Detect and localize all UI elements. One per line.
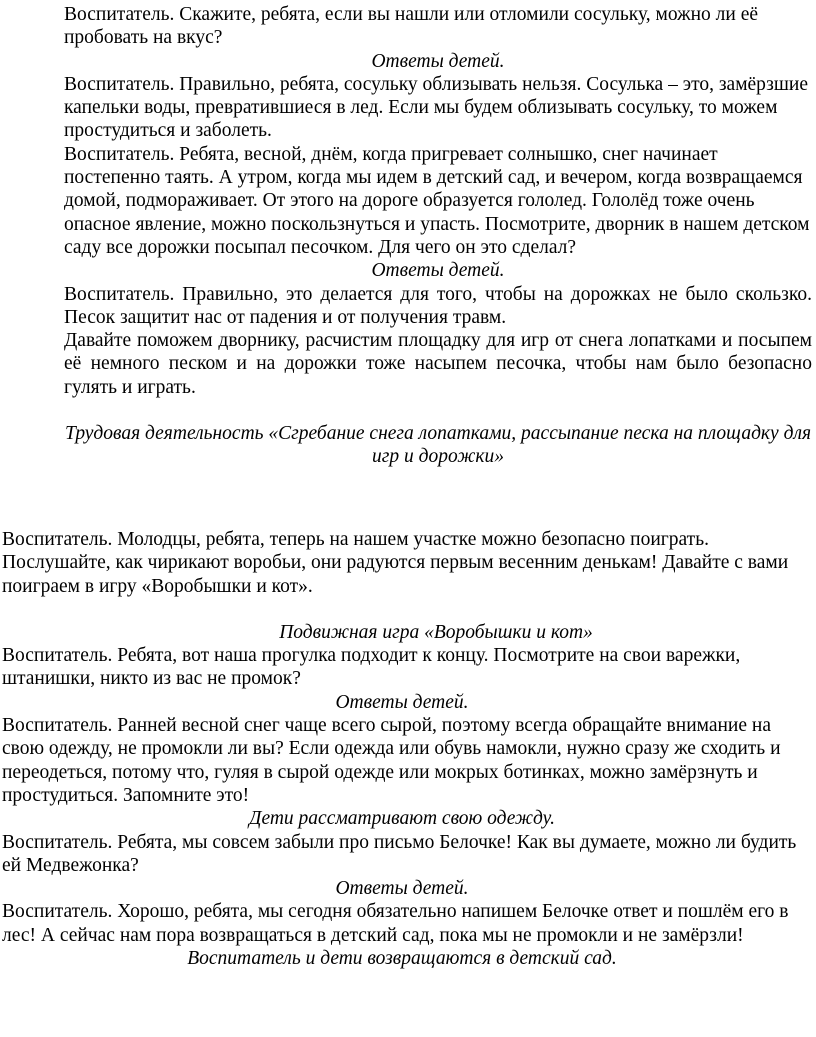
teacher-help-janitor: Давайте поможем дворнику, расчистим площадку для игр от снега лопатками и посыпем её немного песком и на дорожки тоже насыпем песочка, чтобы нам было безопасно гулять и играть. [64,330,812,398]
labor-activity-heading: Трудовая деятельность «Сгребание снега лопатками, рассыпание песка на площадку для игр и дорожки» [64,423,812,468]
teacher-return-announcement: Воспитатель. Хорошо, ребята, мы сегодня обязательно напишем Белочке ответ и пошлём его в лес! А сейчас нам пора возвращаться в детский сад, пока мы не промокли и не замёрзли! [2,901,789,946]
teacher-icicle-explanation: Воспитатель. Правильно, ребята, сосульку облизывать нельзя. Сосулька – это, замёрзшие капельки воды, превратившиеся в лед. Если мы будем облизывать сосульку, то можем простудиться и заболеть. [64,73,808,142]
children-inspect-clothes: Дети рассматривают свою одежду. [249,808,555,830]
text-block-lower [2,528,802,970]
teacher-letter-reminder: Воспитатель. Ребята, мы совсем забыли про письмо Белочке! Как вы думаете, можно ли будить ей Медвежонка? [2,831,797,876]
teacher-walk-ending: Воспитатель. Ребята, вот наша прогулка подходит к концу. Посмотрите на свои варежки, штанишки, никто из вас не промок? [2,645,741,690]
children-answers-1: Ответы детей. [371,50,505,72]
teacher-wet-clothes-advice: Воспитатель. Ранней весной снег чаще всего сырой, поэтому всегда обращайте внимание на свою одежду, не промокли ли вы? Если одежда или обувь намокли, нужно сразу же сходить и переодеться, потому что, гуляя в сырой одежде или мокрых ботинках, можно замёрзнуть и простудиться. Запомните это! [2,715,781,806]
teacher-ice-explanation: Воспитатель. Ребята, весной, днём, когда пригревает солнышко, снег начинает постепенно таять. А утром, когда мы идем в детский сад, и вечером, когда возвращаемся домой, подмораживает. От этого на дороге образуется гололед. Гололёд тоже очень опасное явление, можно поскользнуться и упасть. Посмотрите, дворник в нашем детском саду все дорожки посыпал песочком. Для чего он это сделал? [64,143,810,258]
children-answers-4: Ответы детей. [335,878,469,900]
text-block-upper [64,3,812,492]
return-to-kindergarten: Воспитатель и дети возвращаются в детский сад. [187,948,617,970]
teacher-sand-explanation: Воспитатель. Правильно, это делается для того, чтобы на дорожках не было скользко. Песок защитит нас от падения и от получения травм. [64,283,812,328]
teacher-question-icicle: Воспитатель. Скажите, ребята, если вы нашли или отломили сосульку, можно ли её пробовать на вкус? [64,4,759,49]
children-answers-3: Ответы детей. [335,691,469,713]
children-answers-2: Ответы детей. [371,260,505,282]
outdoor-game-heading: Подвижная игра «Воробышки и кот» [279,621,593,643]
spacer [2,598,802,621]
teacher-game-invitation: Воспитатель. Молодцы, ребята, теперь на нашем участке можно безопасно поиграть. Послушайте, как чирикают воробьи, они радуются первым весенним денькам! Давайте с вами поиграем в игру «Воробышки и кот». [2,529,789,597]
